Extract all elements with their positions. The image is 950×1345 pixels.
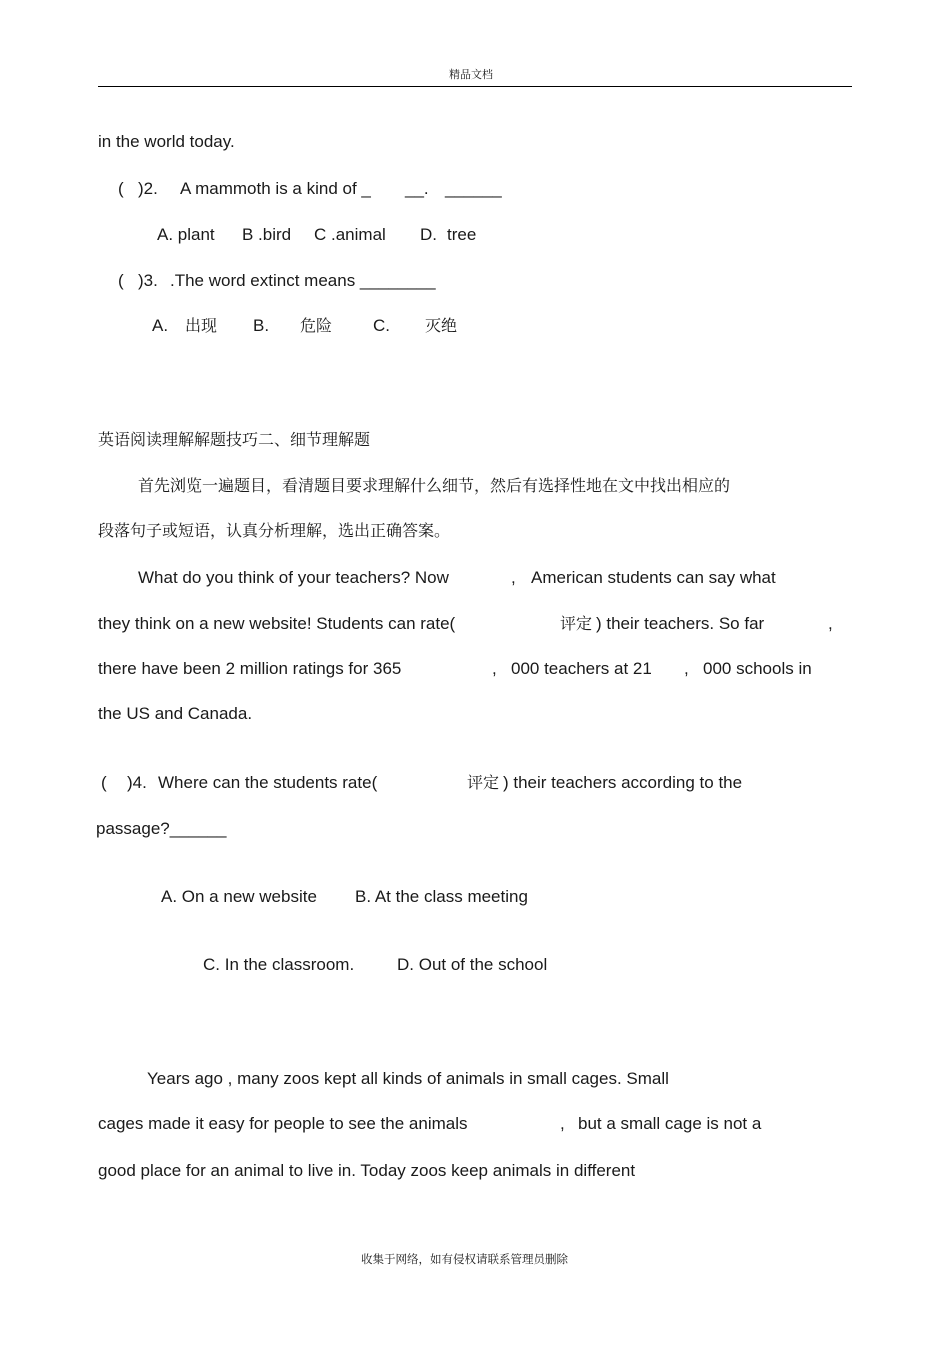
page-footer-note: 收集于网络，如有侵权请联系管理员删除 [361, 1252, 568, 1266]
question-2-option-d-text: tree [447, 225, 477, 244]
question-3-option-a-text: 出现 [185, 316, 218, 335]
passage-1-line-3c: 000 schools in [703, 659, 812, 678]
question-3-number: )3. [138, 271, 158, 290]
question-2-option-b: B .bird [242, 225, 292, 244]
passage-1-line-3a: there have been 2 million ratings for 365 [98, 659, 402, 678]
question-4-stem-a: Where can the students rate( [158, 773, 378, 792]
question-4-stem-b: ) their teachers according to the [503, 773, 743, 792]
question-3-paren: ( [118, 271, 124, 290]
passage-1-line-1-comma: , [511, 568, 516, 587]
question-2-number: )2. [138, 179, 158, 198]
question-1-tail: in the world today. [98, 132, 235, 151]
question-3-option-a-label: A. [152, 316, 169, 335]
section-paragraph-line-1: 首先浏览一遍题目，看清题目要求理解什么细节，然后有选择性地在文中找出相应的 [138, 476, 731, 495]
question-4-option-a: A. On a new website [161, 887, 317, 906]
question-3-stem: .The word extinct means ________ [170, 271, 436, 290]
question-3-option-c-label: C. [373, 316, 390, 335]
question-2-option-c: C .animal [314, 225, 386, 244]
question-3-option-b-label: B. [253, 316, 270, 335]
question-2-paren: ( [118, 179, 124, 198]
passage-1-line-3-comma-1: , [492, 659, 497, 678]
passage-1-line-2-comma: , [828, 614, 833, 633]
question-4-stem-c: passage?______ [96, 819, 227, 838]
passage-2-line-2-comma: , [560, 1114, 565, 1133]
question-2-option-d-label: D. [420, 225, 437, 244]
question-4-option-c: C. In the classroom. [203, 955, 355, 974]
passage-1-line-2a: they think on a new website! Students can rate( [98, 614, 456, 633]
passage-1-line-2-cn: 评定 [560, 614, 593, 633]
question-4-stem-cn: 评定 [467, 773, 500, 792]
passage-1-line-4: the US and Canada. [98, 704, 253, 723]
passage-2-line-1: Years ago , many zoos kept all kinds of animals in small cages. Small [147, 1069, 669, 1088]
page-header-title: 精品文档 [449, 68, 493, 81]
question-2-option-a: A. plant [157, 225, 215, 244]
passage-2-line-3: good place for an animal to live in. Today zoos keep animals in different [98, 1161, 636, 1180]
passage-1-line-2b: ) their teachers. So far [596, 614, 765, 633]
question-3-option-b-text: 危险 [300, 316, 333, 335]
question-4-number: )4. [127, 773, 147, 792]
question-2-stem: A mammoth is a kind of _ [180, 179, 371, 198]
passage-2-line-2a: cages made it easy for people to see the animals [98, 1114, 468, 1133]
section-heading: 英语阅读理解解题技巧二、细节理解题 [98, 430, 371, 449]
question-3-option-c-text: 灭绝 [425, 316, 458, 335]
passage-1-line-3b: 000 teachers at 21 [511, 659, 652, 678]
header-rule [98, 86, 852, 87]
question-4-option-b: B. At the class meeting [355, 887, 528, 906]
question-4-paren: ( [101, 773, 107, 792]
question-2-answer-blank: ______ [445, 179, 502, 198]
section-paragraph-line-2: 段落句子或短语，认真分析理解，选出正确答案。 [98, 521, 451, 540]
passage-1-line-1a: What do you think of your teachers? Now [138, 568, 449, 587]
question-4-option-d: D. Out of the school [397, 955, 548, 974]
passage-1-line-3-comma-2: , [684, 659, 689, 678]
question-2-blank: __. [405, 179, 429, 198]
passage-1-line-1b: American students can say what [531, 568, 776, 587]
passage-2-line-2b: but a small cage is not a [578, 1114, 762, 1133]
